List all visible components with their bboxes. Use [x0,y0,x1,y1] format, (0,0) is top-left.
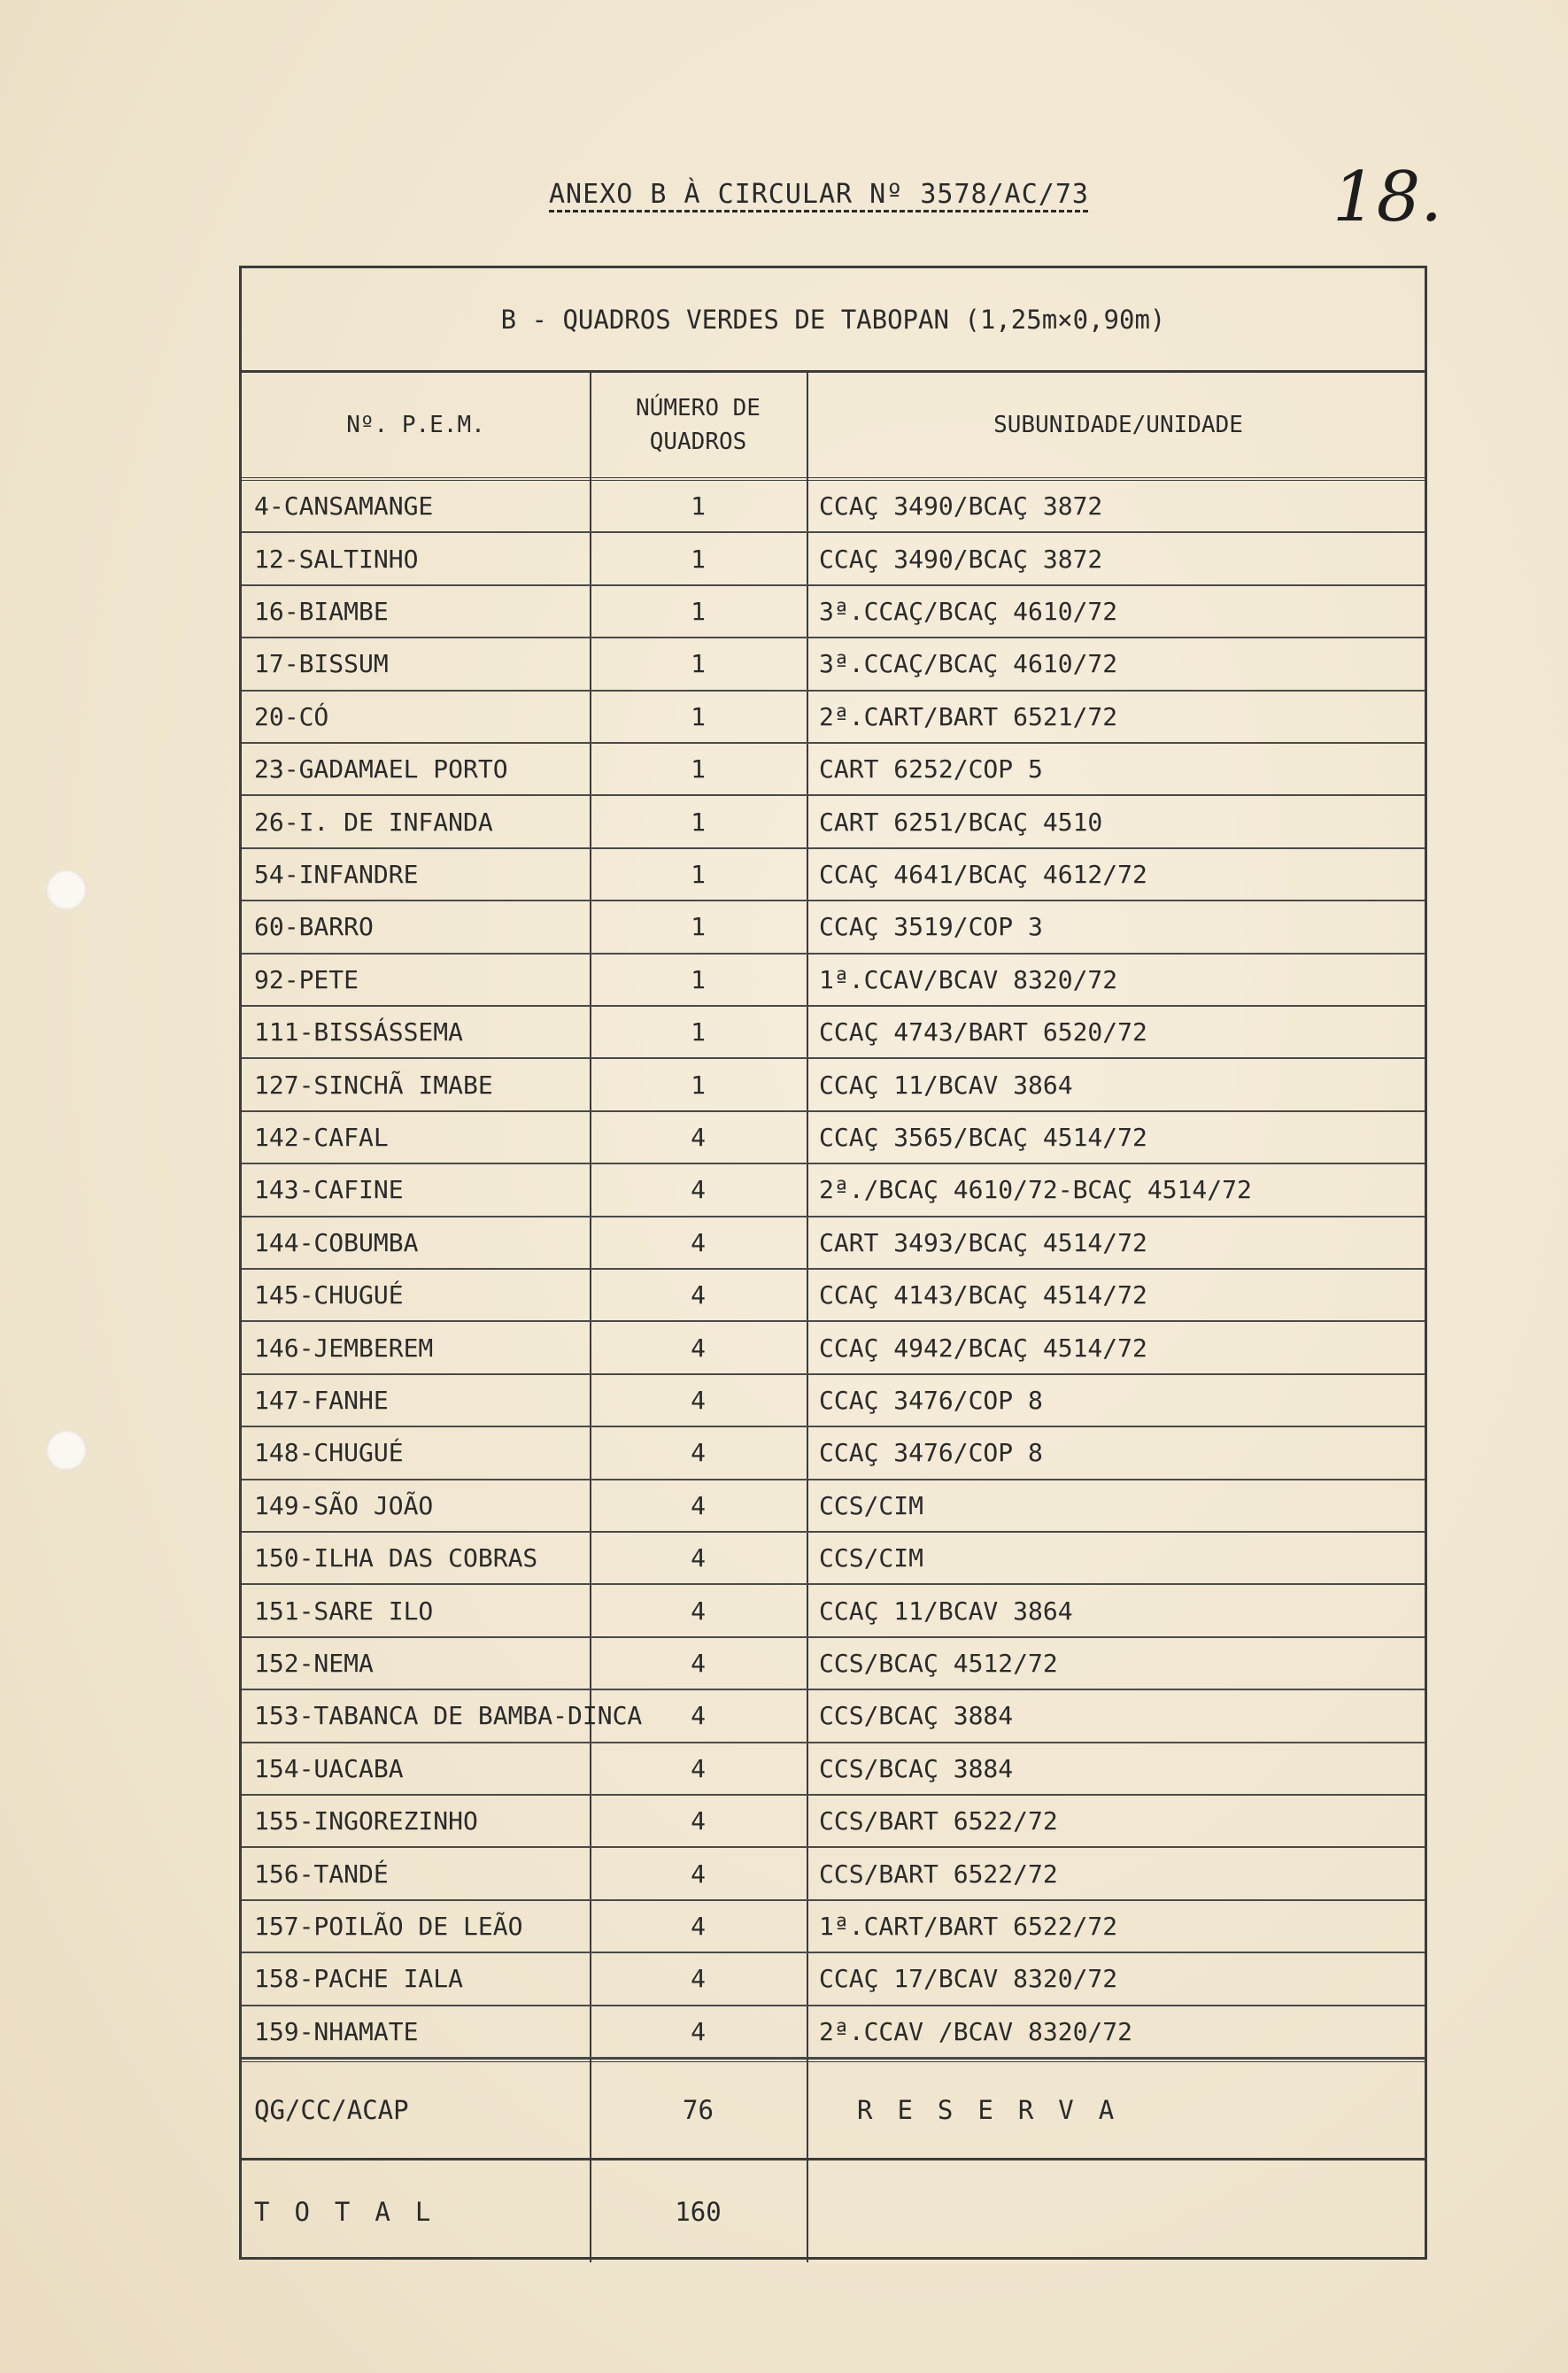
table-row [242,1375,1425,1427]
row-pem: 150-ILHA DAS COBRAS [254,1543,538,1573]
row-unit: CCS/BART 6522/72 [819,1806,1058,1836]
total-row [242,2160,1425,2262]
table-row [242,1848,1425,1900]
row-qty: 1 [691,807,706,837]
punch-hole-upper [46,870,87,910]
table-row [242,638,1425,691]
table-row [242,1796,1425,1848]
table-row [242,901,1425,954]
table-row [242,1690,1425,1743]
table-row [242,481,1425,533]
row-unit: 3ª.CCAÇ/BCAÇ 4610/72 [819,649,1118,679]
table-row [242,1901,1425,1953]
row-pem: 155-INGOREZINHO [254,1806,478,1836]
row-pem: 23-GADAMAEL PORTO [254,754,508,785]
row-qty: 1 [691,596,706,626]
row-unit: CCAÇ 4942/BCAÇ 4514/72 [819,1333,1147,1363]
table-row [242,1585,1425,1637]
row-qty: 4 [691,1806,706,1836]
row-pem: 149-SÃO JOÃO [254,1490,434,1520]
row-pem: 4-CANSAMANGE [254,491,434,522]
column-header-row [242,373,1425,481]
row-qty: 4 [691,1333,706,1363]
row-qty: 1 [691,912,706,942]
row-pem: 143-CAFINE [254,1175,404,1205]
row-unit: CCAÇ 3490/BCAÇ 3872 [819,544,1103,574]
row-pem: 157-POILÃO DE LEÃO [254,1911,523,1941]
row-qty: 4 [691,1859,706,1889]
table-row [242,744,1425,796]
row-unit: CCS/CIM [819,1543,924,1573]
row-pem: 142-CAFAL [254,1122,389,1152]
row-unit: 2ª.CCAV /BCAV 8320/72 [819,2016,1133,2046]
row-pem: 92-PETE [254,964,359,994]
annex-title: ANEXO B À CIRCULAR Nº 3578/AC/73 [549,179,1089,210]
table-row [242,1953,1425,2006]
table-row [242,1112,1425,1164]
row-pem: 154-UACABA [254,1753,404,1783]
row-qty: 4 [691,1648,706,1678]
row-qty: 1 [691,754,706,785]
table-row [242,955,1425,1007]
row-qty: 1 [691,1070,706,1100]
row-pem: 111-BISSÁSSEMA [254,1017,464,1047]
table-row [242,1480,1425,1533]
row-qty: 4 [691,1753,706,1783]
row-qty: 1 [691,544,706,574]
row-unit: CCAÇ 4743/BART 6520/72 [819,1017,1147,1047]
column-header-pem: Nº. P.E.M. [346,412,485,438]
row-unit: CCAÇ 11/BCAV 3864 [819,1070,1073,1100]
table-row [242,586,1425,638]
row-pem: 148-CHUGUÉ [254,1438,404,1468]
row-pem: 16-BIAMBE [254,596,389,626]
table-row [242,849,1425,901]
row-qty: 1 [691,701,706,731]
row-qty: 1 [691,649,706,679]
row-unit: CCS/CIM [819,1490,924,1520]
row-qty: 4 [691,1964,706,1994]
total-qty: 160 [675,2196,722,2227]
reserve-row [242,2059,1425,2160]
row-unit: 1ª.CART/BART 6522/72 [819,1911,1118,1941]
row-unit: CCAÇ 11/BCAV 3864 [819,1596,1073,1626]
reserve-qty: 76 [683,2095,714,2125]
row-qty: 4 [691,1596,706,1626]
table-row [242,692,1425,744]
row-qty: 1 [691,1017,706,1047]
row-pem: 153-TABANCA DE BAMBA-DINCA [254,1701,643,1731]
row-qty: 4 [691,1490,706,1520]
table-row [242,1059,1425,1111]
row-qty: 4 [691,1280,706,1310]
column-header-unit: SUBUNIDADE/UNIDADE [993,412,1243,438]
row-qty: 4 [691,1438,706,1468]
row-pem: 152-NEMA [254,1648,374,1678]
row-qty: 4 [691,1122,706,1152]
row-pem: 26-I. DE INFANDA [254,807,493,837]
table-row [242,1533,1425,1585]
table-row [242,1007,1425,1059]
row-unit: CCAÇ 3565/BCAÇ 4514/72 [819,1122,1147,1152]
table-row [242,1164,1425,1217]
row-unit: CCAÇ 17/BCAV 8320/72 [819,1964,1118,1994]
reserve-label: QG/CC/ACAP [254,2095,409,2125]
row-pem: 158-PACHE IALA [254,1964,464,1994]
row-pem: 127-SINCHÃ IMABE [254,1070,493,1100]
row-unit: 2ª.CART/BART 6521/72 [819,701,1118,731]
row-unit: CCAÇ 4143/BCAÇ 4514/72 [819,1280,1147,1310]
row-unit: 1ª.CCAV/BCAV 8320/72 [819,964,1118,994]
row-qty: 1 [691,964,706,994]
row-unit: 3ª.CCAÇ/BCAÇ 4610/72 [819,596,1118,626]
row-qty: 1 [691,491,706,522]
row-pem: 145-CHUGUÉ [254,1280,404,1310]
row-unit: CCS/BART 6522/72 [819,1859,1058,1889]
row-unit: CART 3493/BCAÇ 4514/72 [819,1227,1147,1257]
reserve-text: RESERVA [857,2095,1139,2125]
punch-hole-lower [46,1430,87,1471]
row-pem: 12-SALTINHO [254,544,419,574]
table-row [242,1217,1425,1270]
row-unit: CCAÇ 3490/BCAÇ 3872 [819,491,1103,522]
row-pem: 159-NHAMATE [254,2016,419,2046]
page-mark: 18. [1332,158,1443,237]
row-pem: 17-BISSUM [254,649,389,679]
table-row [242,1638,1425,1690]
row-pem: 54-INFANDRE [254,859,419,889]
row-qty: 4 [691,1701,706,1731]
row-unit: CCAÇ 3476/COP 8 [819,1438,1043,1468]
row-pem: 151-SARE ILO [254,1596,434,1626]
row-pem: 156-TANDÉ [254,1859,389,1889]
table-row [242,1427,1425,1480]
table-title: B - QUADROS VERDES DE TABOPAN (1,25m×0,90m) [242,268,1425,373]
row-qty: 4 [691,2016,706,2046]
row-unit: CCS/BCAÇ 3884 [819,1701,1014,1731]
row-unit: CCAÇ 3476/COP 8 [819,1385,1043,1415]
table-row [242,2006,1425,2059]
row-unit: CCAÇ 4641/BCAÇ 4612/72 [819,859,1147,889]
row-qty: 4 [691,1227,706,1257]
row-qty: 4 [691,1543,706,1573]
row-pem: 60-BARRO [254,912,374,942]
row-unit: CCS/BCAÇ 4512/72 [819,1648,1058,1678]
row-pem: 146-JEMBEREM [254,1333,434,1363]
row-pem: 20-CÓ [254,701,329,731]
row-qty: 4 [691,1911,706,1941]
table-row [242,533,1425,585]
row-unit: CART 6252/COP 5 [819,754,1043,785]
row-pem: 144-COBUMBA [254,1227,419,1257]
table-row [242,1322,1425,1374]
row-unit: CCAÇ 3519/COP 3 [819,912,1043,942]
table-row [242,1270,1425,1322]
total-label: TOTAL [254,2196,456,2227]
supply-table [239,266,1427,2260]
row-unit: CART 6251/BCAÇ 4510 [819,807,1103,837]
column-header-qty: NÚMERO DE QUADROS [636,395,761,455]
row-pem: 147-FANHE [254,1385,389,1415]
row-unit: 2ª./BCAÇ 4610/72-BCAÇ 4514/72 [819,1175,1252,1205]
row-qty: 1 [691,859,706,889]
row-qty: 4 [691,1175,706,1205]
table-row [242,1743,1425,1796]
row-unit: CCS/BCAÇ 3884 [819,1753,1014,1783]
table-row [242,796,1425,848]
row-qty: 4 [691,1385,706,1415]
